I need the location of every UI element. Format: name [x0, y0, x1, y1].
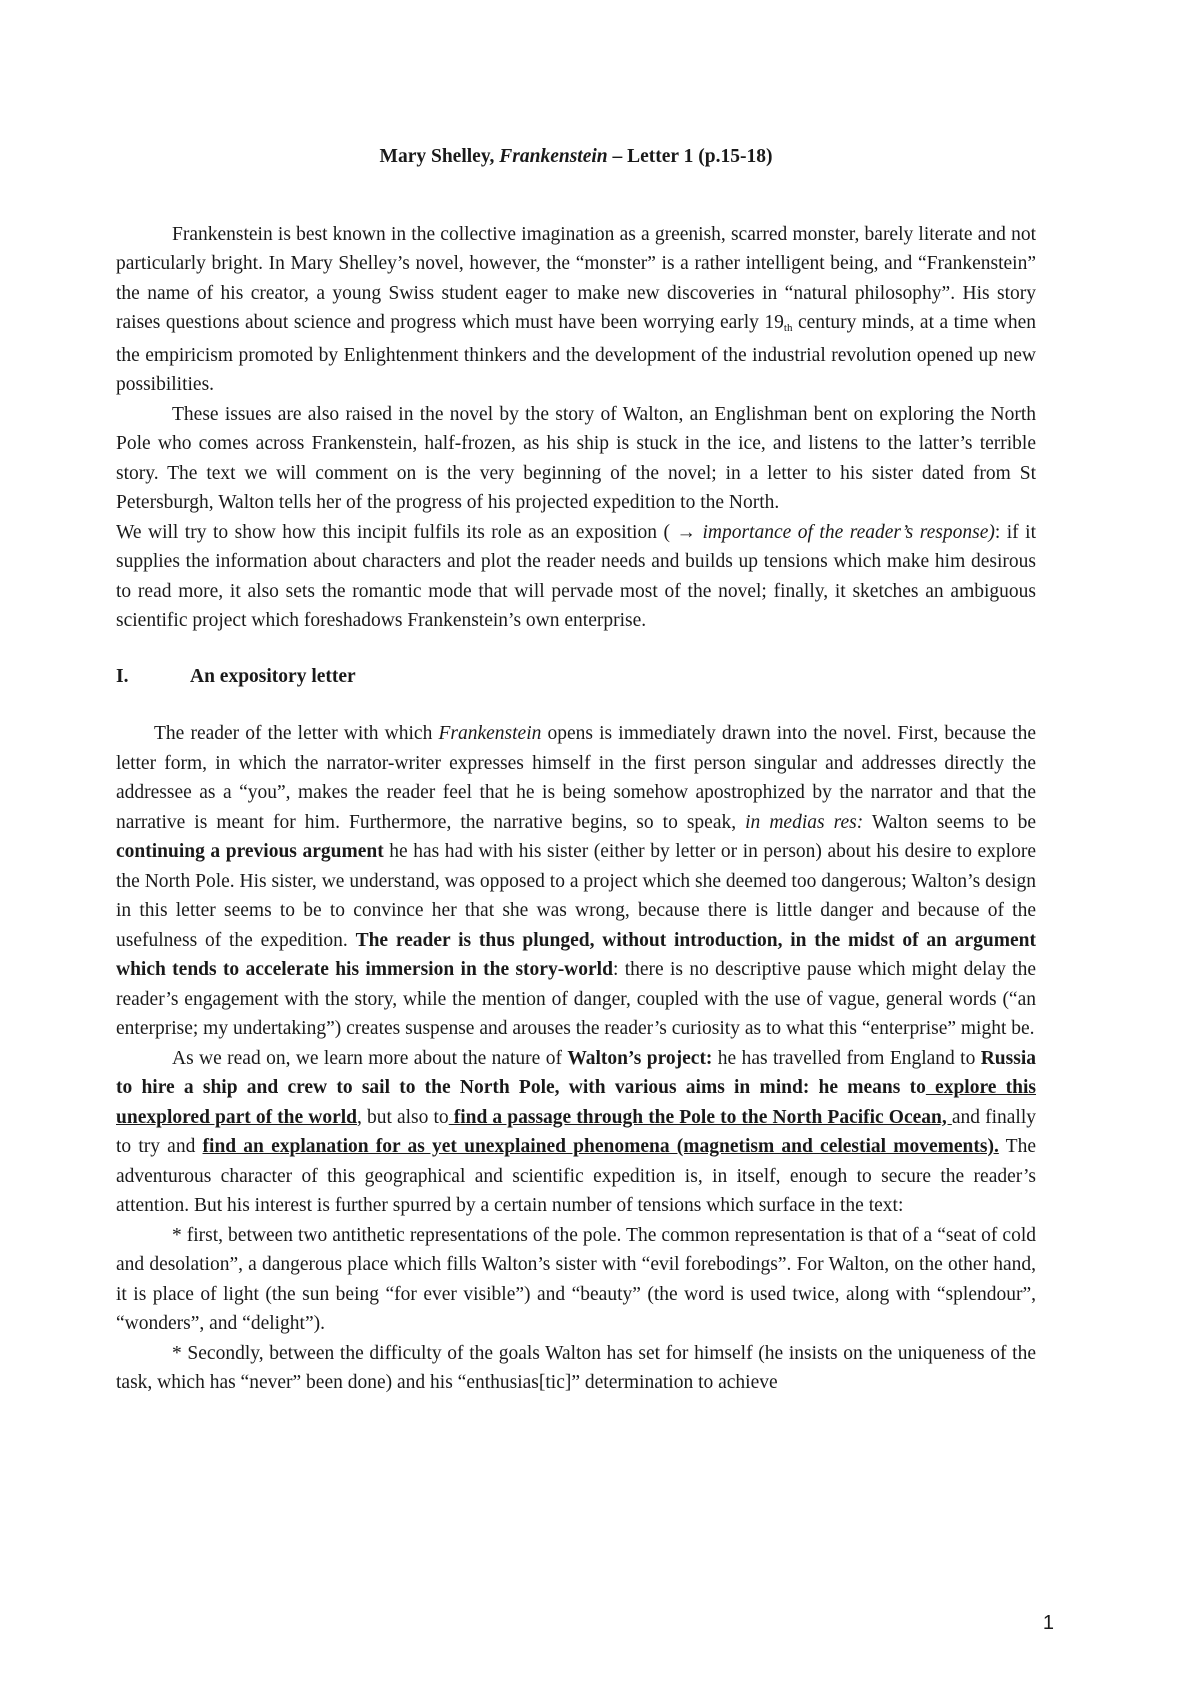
section-paragraph-2: As we read on, we learn more about the nature of Walton’s project: he has travelled from England to Russia to hire a ship and crew to sail to the North Pole, with various aims in mind: he means to explore this unexplored part of the world, but also to find a passage through the Pole to the North Pacific Ocean, and finally to try and find an explanation for as yet unexplained phenomena (magnetism and celestial movements). The adventurous character of this geographical and scientific expedition is, in itself, enough to secure the reader’s attention. But his interest is further spurred by a certain number of tensions which surface in the text: [116, 1047, 1037, 1216]
superscript-th: th [783, 322, 793, 334]
intro-paragraph-2: These issues are also raised in the novel by the story of Walton, an Englishman bent on exploring the North Pole who comes across Frankenstein, half-frozen, as his ship is stuck in the ice, and listens to the latter’s terrible story. The text we will comment on is the very beginning of the novel; in a letter to his sister dated from St Petersburgh, Walton tells her of the progress of his projected expedition to the North. [116, 403, 1036, 513]
title-author: Mary Shelley, [379, 146, 500, 167]
document-title [116, 142, 1036, 172]
section-paragraph-3: * first, between two antithetic representations of the pole. The common representation is that of a “seat of cold and desolation”, a dangerous place which fills Walton’s sister with “evil forebodings”. For Walton, on the other hand, it is place of light (the sun being “for ever visible”) and “beauty” (the word is used twice, along with “splendour”, “wonders”, and “delight”). [116, 1224, 1036, 1334]
section-heading [116, 662, 1036, 692]
intro-paragraph-1: Frankenstein is best known in the collective imagination as a greenish, scarred monster, barely literate and not particularly bright. In Mary Shelley’s novel, however, the “monster” is a rather intelligent being, and “Frankenstein” the name of his creator, a young Swiss student eager to make new discoveries in “natural philosophy”. His story raises questions about science and progress which must have been worrying early 19th century minds, at a time when the empiricism promoted by Enlightenment thinkers and the development of the industrial revolution opened up new possibilities. [116, 223, 1036, 395]
page-number: 1 [1042, 1612, 1054, 1634]
document-body [116, 142, 1036, 1398]
title-rest: – Letter 1 (p.15-18) [607, 146, 773, 167]
section-paragraph-4: * Secondly, between the difficulty of the goals Walton has set for himself (he insists on the uniqueness of the task, which has “never” been done) and his “enthusias[tic]” determination to achieve [116, 1342, 1036, 1393]
section-paragraph-1: The reader of the letter with which Frankenstein opens is immediately drawn into the novel. First, because the letter form, in which the narrator-writer expresses himself in the first person singular and addresses directly the addressee as a “you”, makes the reader feel that he is being somehow apostrophized by the narrator and that the narrative is meant for him. Furthermore, the narrative begins, so to speak, in medias res: Walton seems to be continuing a previous argument he has had with his sister (either by letter or in person) about his desire to explore the North Pole. His sister, we understand, was opposed to a project which she deemed too dangerous; Walton’s design in this letter seems to be to convince her that she was wrong, because there is little danger and because of the usefulness of the expedition. The reader is thus plunged, without introduction, in the midst of an argument which tends to accelerate his immersion in the story-world: there is no descriptive pause which might delay the reader’s engagement with the story, while the mention of danger, coupled with the use of vague, general words (“an enterprise; my undertaking”) creates suspense and arouses the reader’s curiosity as to what this “enterprise” might be. [116, 723, 1037, 1039]
section-title: An expository letter [190, 665, 356, 687]
intro-paragraph-3: We will try to show how this incipit fulfils its role as an exposition ( → importance of the reader’s response): if it supplies the information about characters and plot the reader needs and builds up tensions which make him desirous to read more, it also sets the romantic mode that will pervade most of the novel; finally, it sketches an ambiguous scientific project which foreshadows Frankenstein’s own enterprise. [116, 521, 1036, 631]
section-number: I. [116, 665, 129, 687]
title-work: Frankenstein [499, 146, 608, 167]
